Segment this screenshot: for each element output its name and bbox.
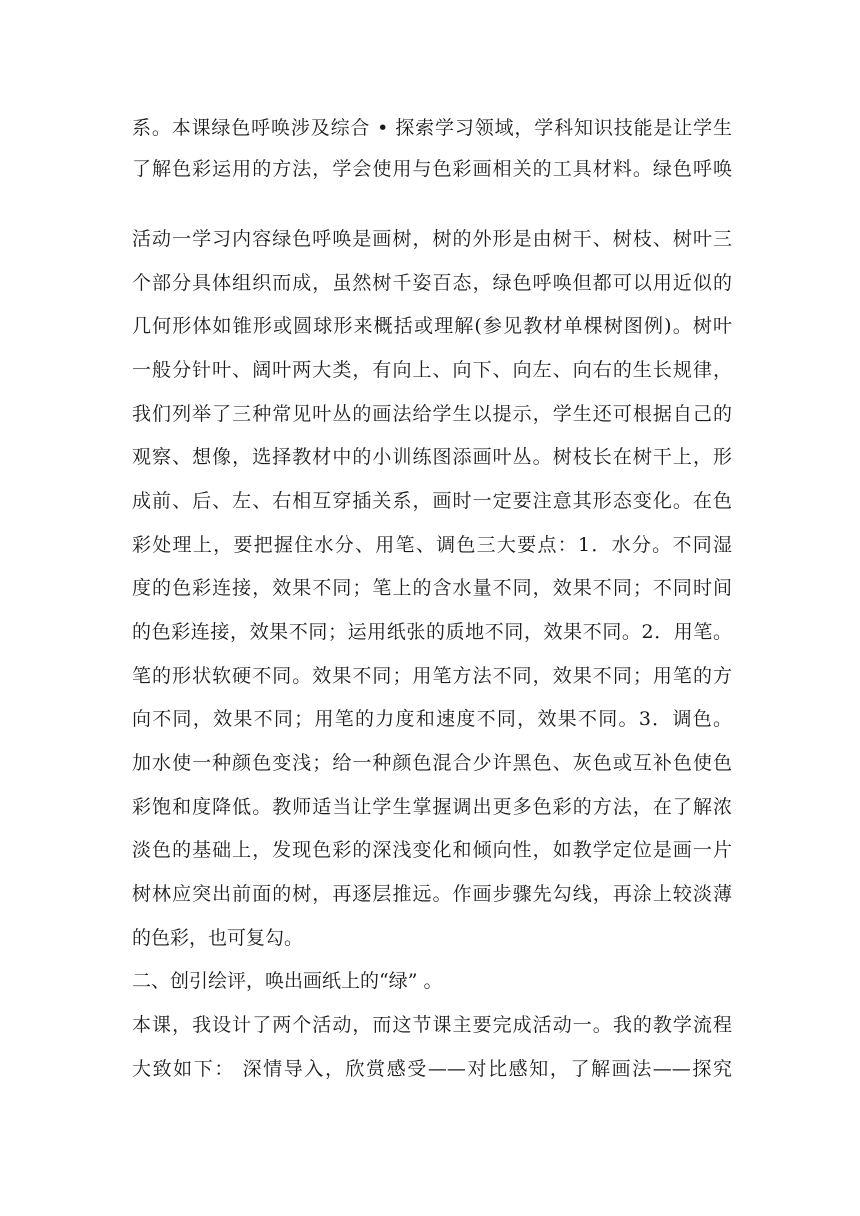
text-line: 几何形体如锥形或圆球形来概括或理解(参见教材单棵树图例)。树叶 [132,315,732,337]
text-line: 我们列举了三种常见叶丛的画法给学生以提示，学生还可根据自己的 [132,403,732,425]
text-line: 彩处理上，要把握住水分、用笔、调色三大要点：1．水分。不同湿 [132,534,732,556]
section-heading: 二、创引绘评，唤出画纸上的“绿” 。 [132,970,443,992]
text-line: 大致如下： 深情导入，欣赏感受——对比感知，了解画法——探究 [132,1058,732,1080]
text-line: 个部分具体组织而成，虽然树千姿百态，绿色呼唤但都可以用近似的 [132,272,732,294]
text-line: 活动一学习内容绿色呼唤是画树，树的外形是由树干、树枝、树叶三 [132,228,732,250]
text-line: 淡色的基础上，发现色彩的深浅变化和倾向性，如教学定位是画一片 [132,839,732,861]
text-line: 向不同，效果不同；用笔的力度和速度不同，效果不同。3．调色。 [132,708,732,730]
text-line: 一般分针叶、阔叶两大类，有向上、向下、向左、向右的生长规律， [132,359,732,381]
text-line: 彩饱和度降低。教师适当让学生掌握调出更多色彩的方法，在了解浓 [132,796,732,818]
text-line: 笔的形状软硬不同。效果不同；用笔方法不同，效果不同；用笔的方 [132,665,732,687]
text-line: 树林应突出前面的树，再逐层推远。作画步骤先勾线，再涂上较淡薄 [132,883,732,905]
text-line: 本课，我设计了两个活动，而这节课主要完成活动一。我的教学流程 [132,1014,732,1036]
text-line: 加水使一种颜色变浅；给一种颜色混合少许黑色、灰色或互补色使色 [132,752,732,774]
text-line: 的色彩连接，效果不同；运用纸张的质地不同，效果不同。2．用笔。 [132,621,732,643]
text-line: 度的色彩连接，效果不同；笔上的含水量不同，效果不同；不同时间 [132,577,732,599]
text-line: 的色彩，也可复勾。 [132,927,304,949]
text-line: 观察、想像，选择教材中的小训练图添画叶丛。树枝长在树干上，形 [132,446,732,468]
text-line: 了解色彩运用的方法，学会使用与色彩画相关的工具材料。绿色呼唤 [132,158,732,180]
text-line: 成前、后、左、右相互穿插关系，画时一定要注意其形态变化。在色 [132,490,732,512]
text-line: 系。本课绿色呼唤涉及综合 • 探索学习领域，学科知识技能是让学生 [132,117,732,139]
